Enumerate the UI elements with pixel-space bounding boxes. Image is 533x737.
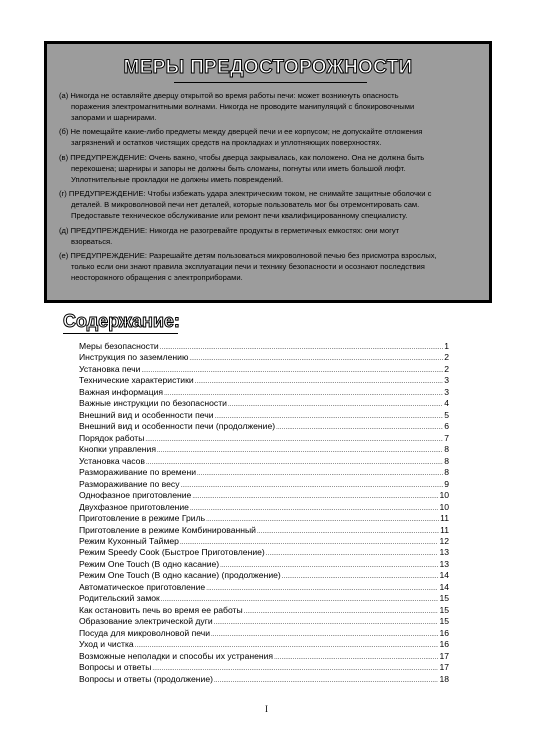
toc-entry-page: 15 bbox=[439, 616, 449, 627]
toc-leader-dots bbox=[197, 469, 443, 480]
toc-entry-title: Посуда для микроволновой печи bbox=[79, 627, 211, 638]
toc-entry[interactable] bbox=[79, 628, 449, 639]
toc-entry-page: 11 bbox=[440, 513, 449, 524]
toc-entry[interactable] bbox=[79, 364, 449, 375]
toc-entry[interactable] bbox=[79, 444, 449, 455]
toc-entry-page: 15 bbox=[439, 593, 449, 604]
toc-leader-dots bbox=[157, 446, 443, 457]
toc-entry-page: 16 bbox=[439, 627, 449, 638]
toc-leader-dots bbox=[211, 630, 438, 641]
precaution-line: перекошена; шарниры и запоры не должны быть сломаны, погнуты или иметь большой люфт. bbox=[71, 163, 406, 173]
toc-entry-title: Кнопки управления bbox=[79, 444, 157, 455]
toc-entry-title: Меры безопасности bbox=[79, 341, 159, 351]
toc-entry[interactable] bbox=[79, 570, 449, 581]
toc-entry-title: Установка часов bbox=[79, 455, 146, 466]
toc-leader-dots bbox=[160, 343, 444, 354]
toc-entry[interactable] bbox=[79, 433, 449, 444]
toc-entry-page: 2 bbox=[444, 363, 449, 374]
toc-entry[interactable] bbox=[79, 605, 449, 616]
precaution-item bbox=[59, 126, 479, 148]
toc-heading: Содержание: bbox=[63, 311, 180, 331]
precaution-item bbox=[59, 90, 479, 123]
toc-leader-dots bbox=[181, 481, 444, 492]
toc-entry-title: Образование электрической дуги bbox=[79, 616, 213, 627]
toc-leader-dots bbox=[192, 492, 438, 503]
toc-entry[interactable] bbox=[79, 398, 449, 409]
precaution-line: (а) Никогда не оставляйте дверцу открытой во время работы печи: может возникнуть опасность bbox=[59, 91, 399, 100]
precaution-item bbox=[59, 188, 479, 221]
toc-entry-title: Приготовление в режиме Комбинированный bbox=[79, 524, 256, 535]
toc-entry-page: 2 bbox=[444, 352, 449, 363]
toc-entry[interactable] bbox=[79, 352, 449, 363]
toc-entry-title: Установка печи bbox=[79, 363, 141, 374]
toc-leader-dots bbox=[190, 504, 438, 515]
toc-entry-page: 8 bbox=[444, 467, 449, 478]
toc-leader-dots bbox=[266, 549, 439, 560]
toc-entry-title: Вопросы и ответы bbox=[79, 662, 152, 673]
toc-entry-title: Приготовление в режиме Гриль bbox=[79, 513, 206, 524]
precaution-line: деталей. В микроволновой печи нет деталей, которые пользователь мог бы отремонтировать сам. bbox=[71, 200, 420, 210]
toc-entry[interactable] bbox=[79, 490, 449, 501]
toc-entry-title: Размораживание по времени bbox=[79, 467, 197, 478]
toc-leader-dots bbox=[195, 377, 444, 388]
toc-entry-title: Возможные неполадки и способы их устранения bbox=[79, 650, 274, 661]
toc-leader-dots bbox=[282, 572, 439, 583]
toc-entry-page: 13 bbox=[439, 547, 449, 558]
toc-entry-title: Двухфазное приготовление bbox=[79, 501, 189, 512]
toc-entry[interactable] bbox=[79, 479, 449, 490]
precautions-list bbox=[59, 90, 479, 286]
toc-leader-dots bbox=[257, 527, 439, 538]
toc-entry-page: 11 bbox=[440, 524, 449, 535]
toc-entry-page: 13 bbox=[439, 558, 449, 569]
precaution-item bbox=[59, 250, 479, 283]
toc-entry-page: 5 bbox=[444, 409, 449, 420]
toc-entry-page: 12 bbox=[439, 535, 449, 546]
toc-entry-title: Инструкция по заземлению bbox=[79, 352, 189, 363]
toc-entry-title: Режим One Touch (В одно касание) bbox=[79, 558, 220, 569]
toc-entry-page: 15 bbox=[439, 604, 449, 615]
precaution-line: (д) ПРЕДУПРЕЖДЕНИЕ: Никогда не разогревайте продукты в герметичных емкостях: они могут bbox=[59, 225, 400, 235]
toc-entry[interactable] bbox=[79, 467, 449, 478]
precaution-item bbox=[59, 225, 479, 247]
toc-leader-dots bbox=[276, 423, 443, 434]
toc-entry-page: 14 bbox=[439, 570, 449, 581]
toc-entry-page: 8 bbox=[444, 455, 449, 466]
toc-entry[interactable] bbox=[79, 502, 449, 513]
toc-entry[interactable] bbox=[79, 651, 449, 662]
toc-leader-dots bbox=[214, 676, 438, 687]
precautions-box bbox=[44, 41, 492, 303]
precaution-line: поражения электромагнитными волнами. Никогда не проводите манипуляций с блокировочными bbox=[71, 102, 415, 111]
precautions-title-underline bbox=[174, 82, 367, 83]
toc-entry-page: 10 bbox=[439, 501, 449, 512]
toc-entry-page: 17 bbox=[439, 662, 449, 673]
toc-leader-dots bbox=[145, 435, 443, 446]
toc-entry[interactable] bbox=[79, 387, 449, 398]
precaution-line: неосторожного обращения с электроприборами. bbox=[71, 272, 243, 282]
toc-entry[interactable] bbox=[79, 536, 449, 547]
toc-entry-page: 7 bbox=[444, 432, 449, 443]
toc-entry[interactable] bbox=[79, 456, 449, 467]
toc-entry-title: Внешний вид и особенности печи (продолжение) bbox=[79, 421, 276, 432]
toc-entry-page: 16 bbox=[439, 639, 449, 650]
precaution-line: (е) ПРЕДУПРЕЖДЕНИЕ: Разрешайте детям пользоваться микроволновой печью без присмотра взрослых, bbox=[59, 250, 437, 260]
toc-entry[interactable] bbox=[79, 639, 449, 650]
toc-entry[interactable] bbox=[79, 525, 449, 536]
toc-entry-title: Технические характеристики bbox=[79, 375, 194, 386]
toc-entry-title: Режим Speedy Cook (Быстрое Приготовление) bbox=[79, 547, 265, 558]
toc-entry-title: Важные инструкции по безопасности bbox=[79, 398, 227, 409]
toc-entry[interactable] bbox=[79, 616, 449, 627]
toc-entry-page: 1 bbox=[444, 341, 449, 351]
toc-entry-page: 14 bbox=[439, 581, 449, 592]
toc-entry[interactable] bbox=[79, 375, 449, 386]
toc-entry-page: 8 bbox=[444, 444, 449, 455]
toc-entry[interactable] bbox=[79, 674, 449, 685]
precaution-line: (г) ПРЕДУПРЕЖДЕНИЕ: Чтобы избежать удара электрическим током, не снимайте защитные оболочки с bbox=[59, 189, 432, 199]
toc-leader-dots bbox=[206, 584, 438, 595]
precaution-line: только если они знают правила эксплуатации печи и технику безопасности и осознают последствия bbox=[71, 261, 425, 271]
precaution-line: загрязнений и остатков чистящих средств на прокладках и уплотняющих поверхностях. bbox=[71, 138, 382, 148]
precaution-line: (в) ПРЕДУПРЕЖДЕНИЕ: Очень важно, чтобы дверца закрывалась, как положено. Она не должна быть bbox=[59, 152, 425, 162]
precaution-line: взорваться. bbox=[71, 236, 113, 246]
toc-leader-dots bbox=[228, 400, 443, 411]
toc-entry-title: Режим One Touch (В одно касание) (продолжение) bbox=[79, 570, 281, 581]
toc-entry-title: Как остановить печь во время ее работы bbox=[79, 604, 243, 615]
toc-entry-title: Порядок работы bbox=[79, 432, 145, 443]
toc-entry-page: 3 bbox=[444, 386, 449, 397]
toc-entry[interactable] bbox=[79, 513, 449, 524]
toc-entry[interactable] bbox=[79, 559, 449, 570]
toc-entry-page: 10 bbox=[439, 490, 449, 501]
precaution-line: Предоставьте техническое обслуживание или ремонт печи квалифицированному специалисту. bbox=[71, 211, 408, 221]
toc-entry-title: Вопросы и ответы (продолжение) bbox=[79, 673, 213, 684]
toc-entry-title: Однофазное приготовление bbox=[79, 490, 192, 501]
toc-heading-underline bbox=[63, 333, 178, 334]
toc-entry-title: Родительский замок bbox=[79, 593, 160, 604]
toc-entry[interactable] bbox=[79, 582, 449, 593]
precautions-title: МЕРЫ ПРЕДОСТОРОЖНОСТИ bbox=[123, 57, 413, 78]
toc-entry-title: Размораживание по весу bbox=[79, 478, 180, 489]
toc-entry-title: Режим Кухонный Таймер bbox=[79, 535, 179, 546]
toc-entry[interactable] bbox=[79, 421, 449, 432]
toc-leader-dots bbox=[244, 607, 439, 618]
precaution-line: Уплотнительные прокладки не должны иметь повреждений. bbox=[71, 174, 284, 184]
precaution-line: (б) Не помещайте какие-либо предметы между дверцей печи и ее корпусом; не допускайте отложения bbox=[59, 127, 423, 137]
toc-entry-page: 18 bbox=[439, 673, 449, 684]
toc-leader-dots bbox=[214, 618, 439, 629]
precaution-item bbox=[59, 152, 479, 185]
toc-entry-title: Важная информация bbox=[79, 386, 164, 397]
toc-entry[interactable] bbox=[79, 341, 449, 352]
toc-entry[interactable] bbox=[79, 547, 449, 558]
page-number: I bbox=[265, 704, 268, 714]
toc-entry-page: 9 bbox=[444, 478, 449, 489]
toc-entry-page: 6 bbox=[444, 421, 449, 432]
toc-leader-dots bbox=[189, 354, 443, 365]
precaution-line: запорами и шарнирами. bbox=[71, 113, 157, 122]
toc-entry[interactable] bbox=[79, 410, 449, 421]
toc-entry[interactable] bbox=[79, 662, 449, 673]
toc-leader-dots bbox=[274, 653, 438, 664]
toc-entry-title: Уход и чистка bbox=[79, 639, 134, 650]
toc-entry-title: Автоматическое приготовление bbox=[79, 581, 206, 592]
toc-entry-page: 17 bbox=[439, 650, 449, 661]
table-of-contents bbox=[79, 341, 449, 685]
toc-entry[interactable] bbox=[79, 593, 449, 604]
toc-entry-page: 4 bbox=[444, 398, 449, 409]
toc-entry-title: Внешний вид и особенности печи bbox=[79, 409, 214, 420]
toc-entry-page: 3 bbox=[444, 375, 449, 386]
